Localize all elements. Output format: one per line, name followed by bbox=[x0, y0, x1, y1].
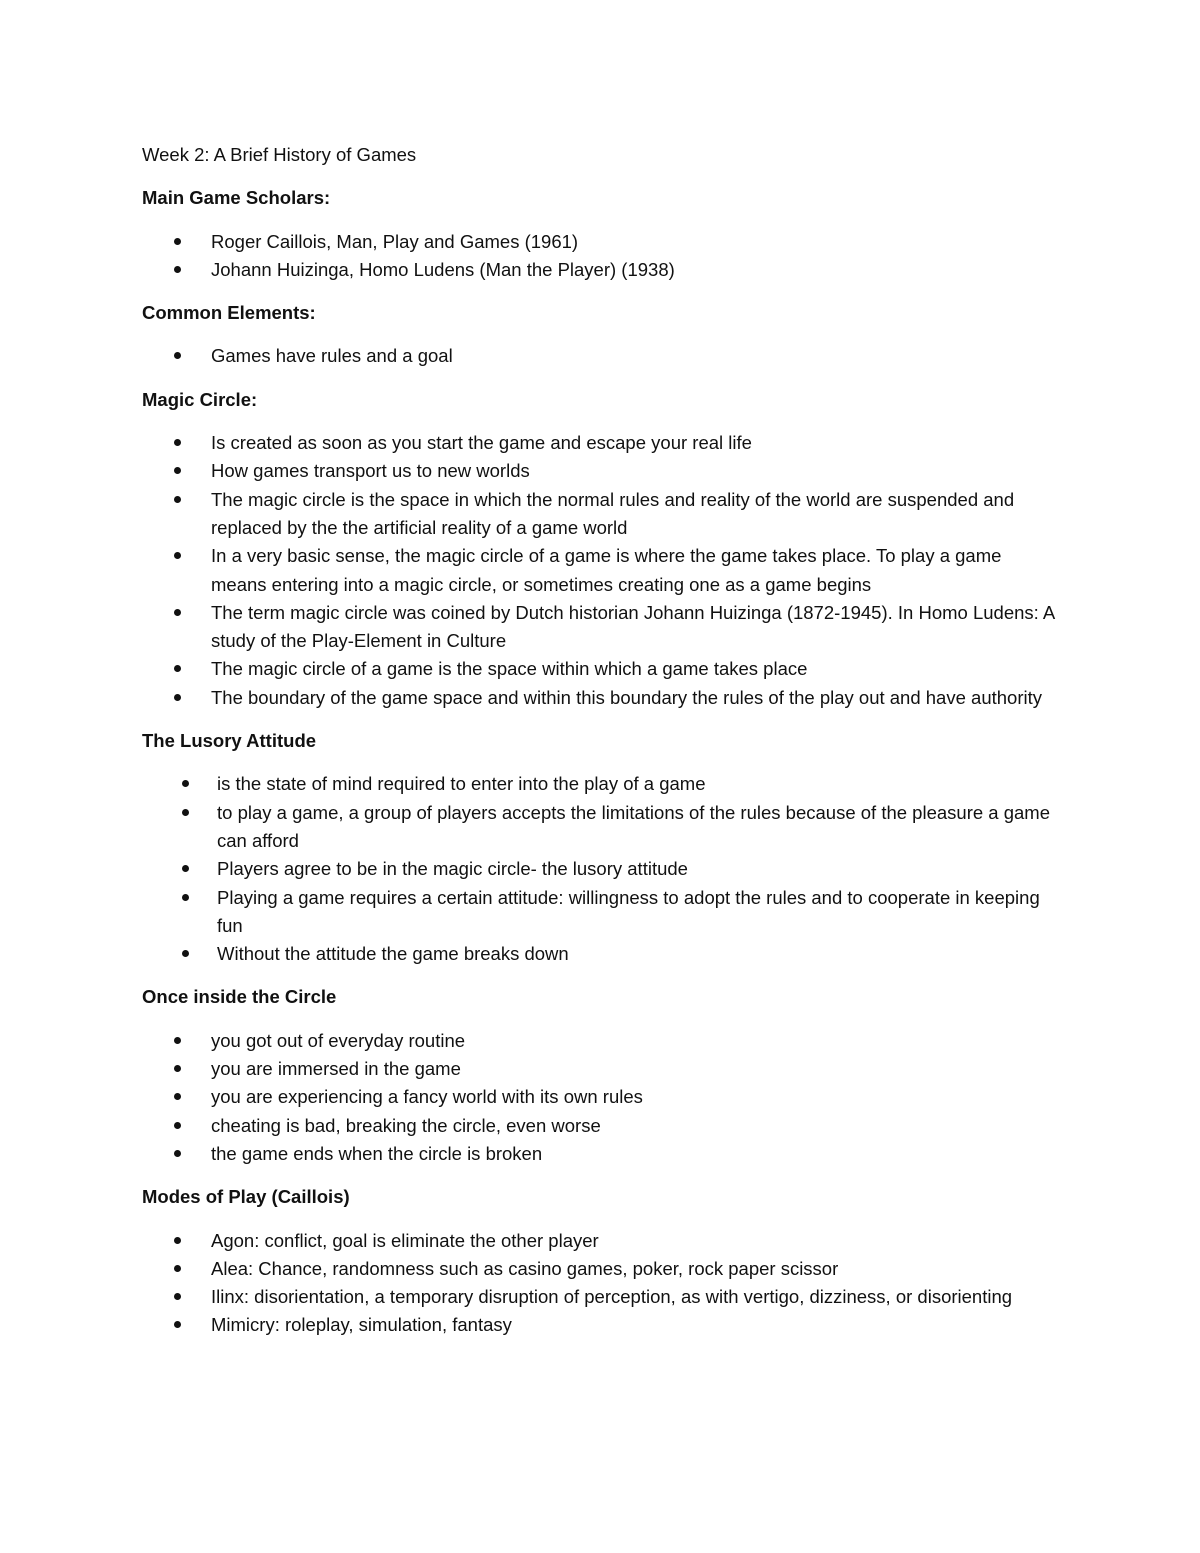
list-item: you are immersed in the game bbox=[142, 1055, 1062, 1083]
list-item: you got out of everyday routine bbox=[142, 1027, 1062, 1055]
list-item: Roger Caillois, Man, Play and Games (1961) bbox=[142, 228, 1062, 256]
list-item: Ilinx: disorientation, a temporary disruption of perception, as with vertigo, dizziness, or disorienting bbox=[142, 1283, 1062, 1311]
list-item: The term magic circle was coined by Dutch historian Johann Huizinga (1872-1945). In Homo Ludens: A study of the Play-Element in Culture bbox=[142, 599, 1062, 656]
document-page bbox=[142, 141, 1062, 1355]
list-lusory-attitude bbox=[142, 770, 1062, 968]
section-heading-once-inside-circle: Once inside the Circle bbox=[142, 986, 337, 1008]
list-item: you are experiencing a fancy world with its own rules bbox=[142, 1083, 1062, 1111]
document-title: Week 2: A Brief History of Games bbox=[142, 144, 417, 165]
list-item: Playing a game requires a certain attitude: willingness to adopt the rules and to cooperate in keeping fun bbox=[142, 884, 1062, 941]
list-item: Games have rules and a goal bbox=[142, 342, 1062, 370]
list-item: cheating is bad, breaking the circle, even worse bbox=[142, 1112, 1062, 1140]
list-item: Agon: conflict, goal is eliminate the other player bbox=[142, 1227, 1062, 1255]
section-heading-main-game-scholars: Main Game Scholars: bbox=[142, 187, 331, 209]
section-heading-lusory-attitude: The Lusory Attitude bbox=[142, 730, 317, 752]
list-item: How games transport us to new worlds bbox=[142, 457, 1062, 485]
list-item: Without the attitude the game breaks down bbox=[142, 940, 1062, 968]
list-common-elements bbox=[142, 342, 1062, 370]
section-heading-common-elements: Common Elements: bbox=[142, 302, 316, 324]
list-modes-of-play bbox=[142, 1227, 1062, 1340]
list-item: The boundary of the game space and within this boundary the rules of the play out and have authority bbox=[142, 684, 1062, 712]
list-item: Mimicry: roleplay, simulation, fantasy bbox=[142, 1311, 1062, 1339]
list-item: Alea: Chance, randomness such as casino games, poker, rock paper scissor bbox=[142, 1255, 1062, 1283]
list-item: In a very basic sense, the magic circle of a game is where the game takes place. To play a game means entering into a magic circle, or sometimes creating one as a game begins bbox=[142, 542, 1062, 599]
section-heading-modes-of-play: Modes of Play (Caillois) bbox=[142, 1186, 350, 1208]
section-heading-magic-circle: Magic Circle: bbox=[142, 388, 258, 410]
list-item: The magic circle is the space in which the normal rules and reality of the world are suspended and replaced by the the artificial reality of a game world bbox=[142, 486, 1062, 543]
list-item: The magic circle of a game is the space within which a game takes place bbox=[142, 655, 1062, 683]
list-item: Players agree to be in the magic circle- the lusory attitude bbox=[142, 855, 1062, 883]
list-item: to play a game, a group of players accepts the limitations of the rules because of the pleasure a game can afford bbox=[142, 799, 1062, 856]
list-once-inside-circle bbox=[142, 1027, 1062, 1168]
list-item: the game ends when the circle is broken bbox=[142, 1140, 1062, 1168]
list-main-game-scholars bbox=[142, 228, 1062, 285]
list-item: Is created as soon as you start the game and escape your real life bbox=[142, 429, 1062, 457]
list-magic-circle bbox=[142, 429, 1062, 712]
list-item: Johann Huizinga, Homo Ludens (Man the Player) (1938) bbox=[142, 256, 1062, 284]
list-item: is the state of mind required to enter into the play of a game bbox=[142, 770, 1062, 798]
